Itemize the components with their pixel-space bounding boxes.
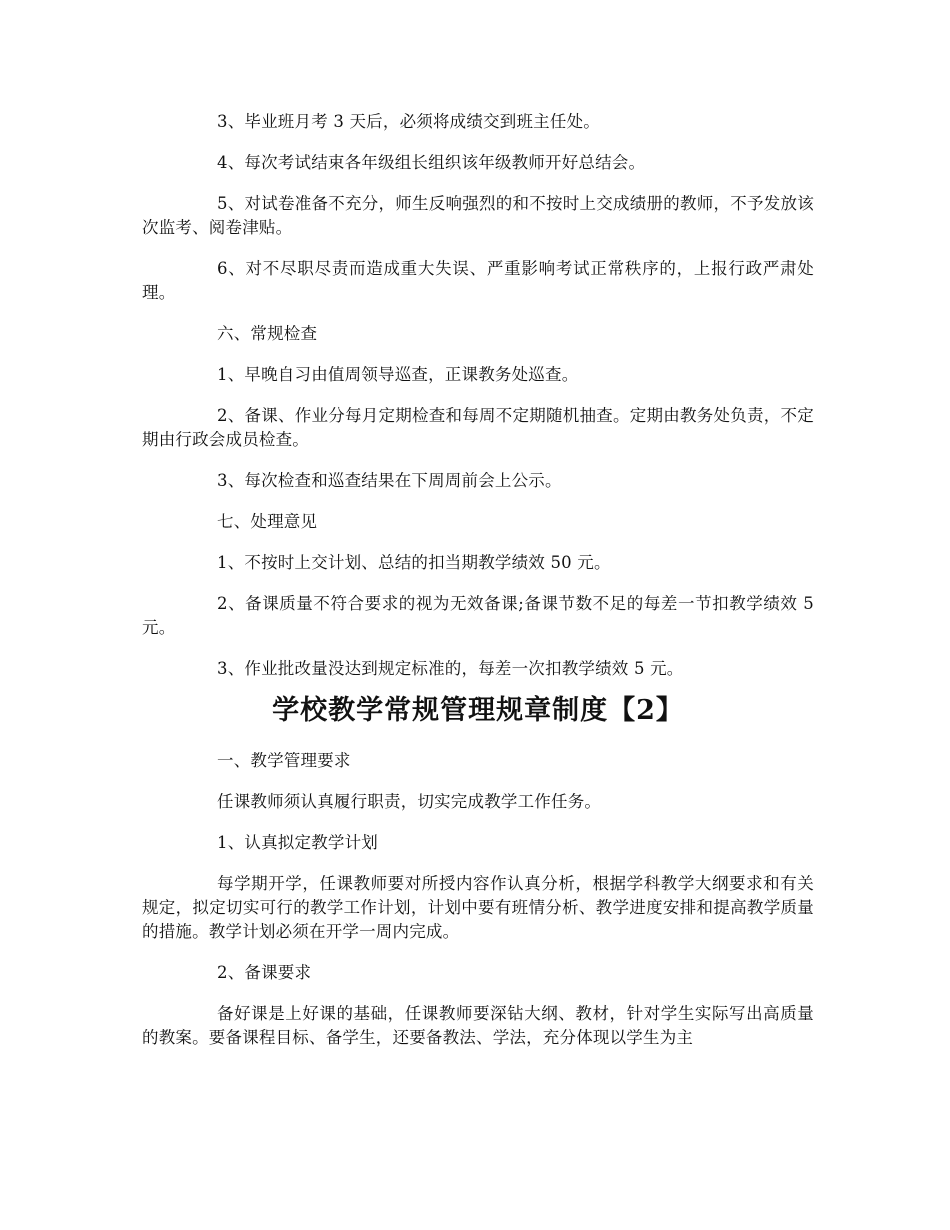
paragraph-top-12: 3、作业批改量没达到规定标准的，每差一次扣教学绩效 5 元。 bbox=[217, 659, 684, 678]
paragraph-bottom-2: 任课教师须认真履行职责，切实完成教学工作任务。 bbox=[217, 792, 602, 811]
paragraph-top-1: 3、毕业班月考 3 天后，必须将成绩交到班主任处。 bbox=[217, 112, 600, 131]
section-heading-6: 六、常规检查 bbox=[217, 324, 318, 343]
paragraph-top-4: 6、对不尽职尽责而造成重大失误、严重影响考试正常秩序的，上报行政严肃处理。 bbox=[142, 259, 814, 302]
section-heading-7: 七、处理意见 bbox=[217, 512, 318, 531]
paragraph-top-10: 1、不按时上交计划、总结的扣当期教学绩效 50 元。 bbox=[217, 553, 611, 572]
subheading-lesson-prep: 2、备课要求 bbox=[217, 963, 312, 982]
paragraph-top-7: 2、备课、作业分每月定期检查和每周不定期随机抽查。定期由教务处负责，不定期由行政会成员检查。 bbox=[142, 406, 814, 449]
paragraph-top-8: 3、每次检查和巡查结果在下周周前会上公示。 bbox=[217, 471, 562, 490]
section-heading-1: 一、教学管理要求 bbox=[217, 751, 351, 770]
section-title: 学校教学常规管理规章制度【2】 bbox=[272, 695, 684, 726]
paragraph-top-3: 5、对试卷准备不充分，师生反响强烈的和不按时上交成绩册的教师，不予发放该次监考、阅卷津贴。 bbox=[142, 194, 814, 237]
paragraph-top-6: 1、早晚自习由值周领导巡查，正课教务处巡查。 bbox=[217, 365, 579, 384]
paragraph-top-11: 2、备课质量不符合要求的视为无效备课;备课节数不足的每差一节扣教学绩效 5 元。 bbox=[142, 594, 814, 637]
paragraph-bottom-6: 备好课是上好课的基础，任课教师要深钻大纲、教材，针对学生实际写出高质量的教案。要备课程目标、备学生，还要备教法、学法，充分体现以学生为主 bbox=[142, 1004, 814, 1047]
paragraph-top-2: 4、每次考试结束各年级组长组织该年级教师开好总结会。 bbox=[217, 153, 646, 172]
subheading-teaching-plan: 1、认真拟定教学计划 bbox=[217, 833, 378, 852]
paragraph-bottom-4: 每学期开学，任课教师要对所授内容作认真分析，根据学科教学大纲要求和有关规定，拟定切实可行的教学工作计划，计划中要有班情分析、教学进度安排和提高教学质量的措施。教学计划必须在开学一周内完成。 bbox=[142, 874, 814, 941]
document-body bbox=[142, 110, 814, 1050]
